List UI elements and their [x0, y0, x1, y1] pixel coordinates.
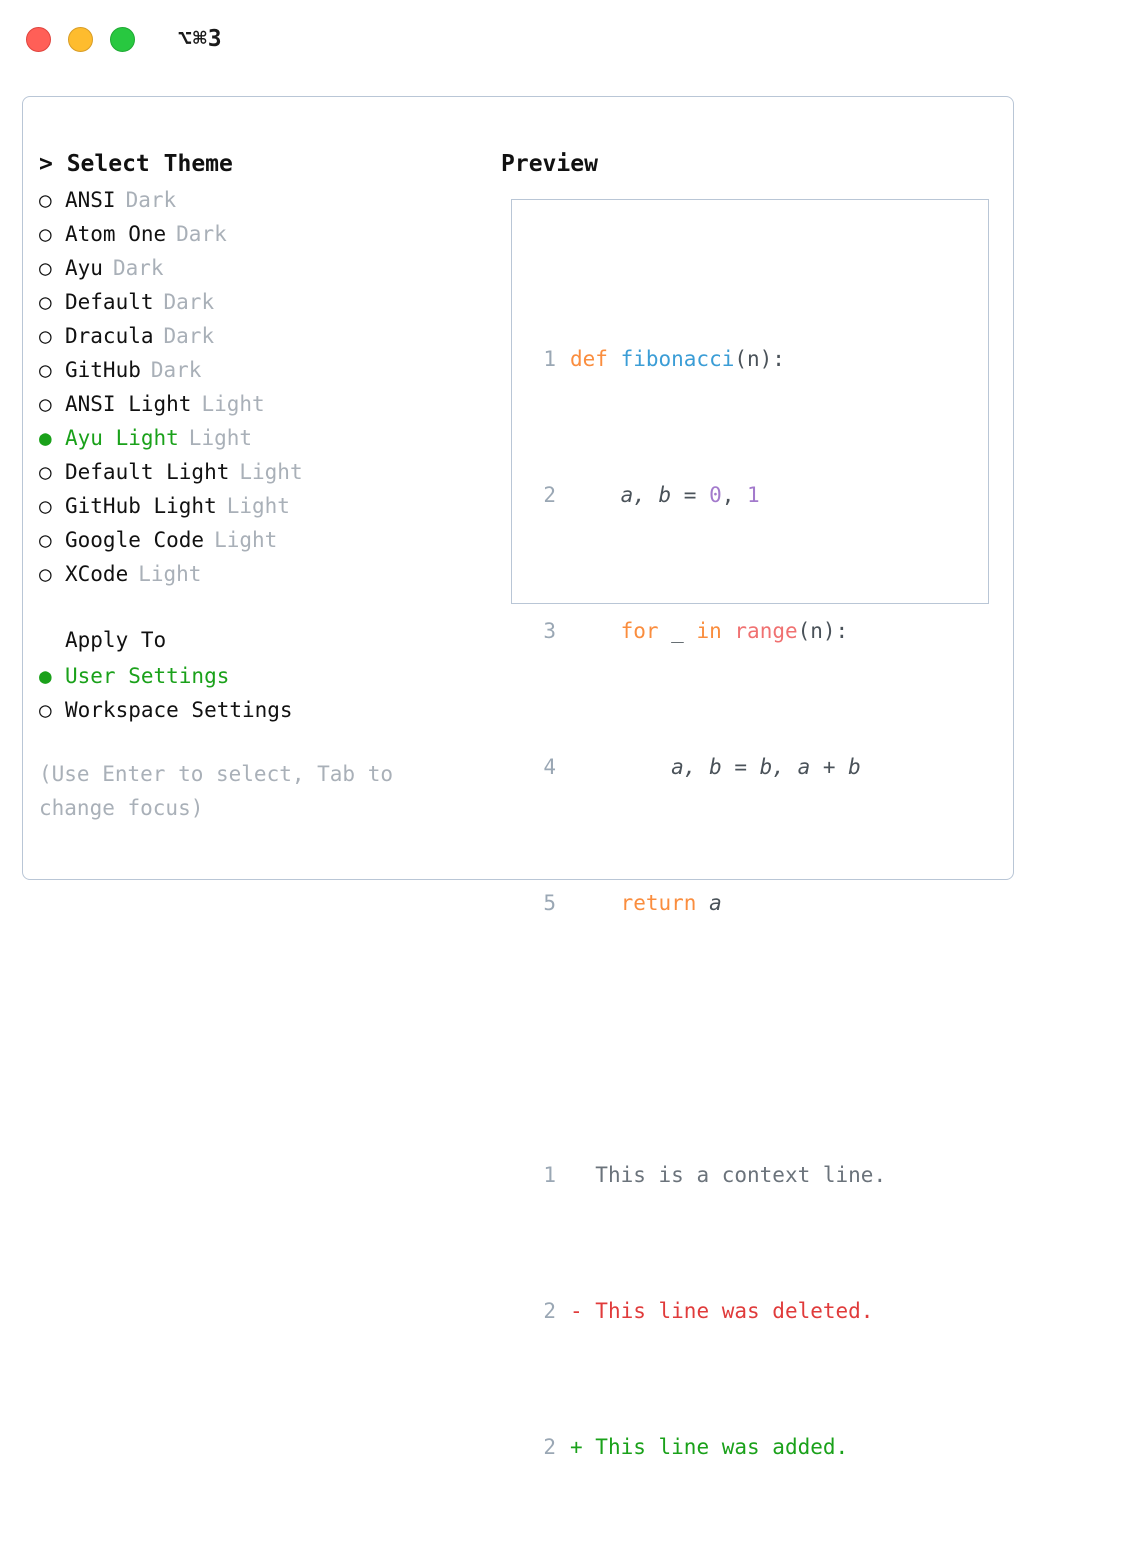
- theme-item-variant: Dark: [163, 290, 215, 314]
- theme-item-label: XCode: [65, 562, 129, 586]
- theme-item-github[interactable]: [39, 353, 479, 387]
- apply-to-item-user-settings[interactable]: [39, 659, 479, 693]
- theme-item-variant: Light: [214, 528, 278, 552]
- radio-icon: ○: [39, 222, 52, 246]
- spacer: [526, 1022, 886, 1056]
- radio-icon: ○: [39, 256, 52, 280]
- preview-code: [526, 240, 886, 1566]
- radio-icon: ○: [39, 528, 52, 552]
- code-token: return: [620, 891, 697, 915]
- code-token: ,: [721, 483, 748, 507]
- line-number: 1: [543, 1163, 556, 1187]
- code-line: [526, 478, 886, 512]
- line-number: 5: [543, 891, 556, 915]
- diff-text: This line was deleted.: [582, 1299, 874, 1323]
- main-panel: [22, 96, 1014, 1459]
- code-token: def: [570, 347, 621, 371]
- code-token: (n):: [797, 619, 849, 643]
- theme-item-variant: Light: [226, 494, 290, 518]
- theme-item-xcode[interactable]: [39, 557, 479, 591]
- code-line: [526, 342, 886, 376]
- preview-column: [501, 147, 1001, 1459]
- code-line: [526, 750, 886, 784]
- title-bar: [0, 0, 1140, 78]
- radio-icon: ○: [39, 392, 52, 416]
- code-token: 0: [709, 483, 722, 507]
- code-token: range: [734, 619, 798, 643]
- theme-item-default[interactable]: [39, 285, 479, 319]
- theme-item-label: ANSI Light: [65, 392, 192, 416]
- radio-icon: ○: [39, 324, 52, 348]
- theme-item-label: Google Code: [65, 528, 205, 552]
- theme-item-label: Default Light: [65, 460, 230, 484]
- line-number: 3: [543, 619, 556, 643]
- theme-item-variant: Dark: [176, 222, 227, 246]
- apply-to-item-workspace-settings[interactable]: [39, 693, 479, 727]
- code-token: a: [696, 891, 722, 915]
- code-token: a, b = b, a + b: [570, 755, 861, 779]
- radio-selected-icon: ●: [39, 426, 52, 450]
- select-theme-heading: > Select Theme: [39, 151, 233, 177]
- radio-icon: ○: [39, 460, 52, 484]
- theme-selector-column: [39, 147, 479, 825]
- theme-item-google-code[interactable]: [39, 523, 479, 557]
- theme-item-label: ANSI: [65, 188, 116, 212]
- theme-item-ansi-light[interactable]: [39, 387, 479, 421]
- radio-icon: ○: [39, 358, 52, 382]
- apply-to-item-label: Workspace Settings: [65, 698, 293, 722]
- apply-to-item-label: User Settings: [65, 664, 230, 688]
- theme-item-variant: Light: [188, 426, 253, 450]
- radio-icon: ○: [39, 290, 52, 314]
- theme-item-ayu[interactable]: [39, 251, 479, 285]
- minimize-window-button[interactable]: [68, 27, 93, 52]
- theme-item-label: GitHub: [65, 358, 141, 382]
- code-token: [722, 614, 735, 648]
- theme-item-label: GitHub Light: [65, 494, 217, 518]
- diff-text: This line was added.: [582, 1435, 849, 1459]
- code-line: [526, 886, 886, 920]
- code-token: in: [696, 619, 722, 643]
- spacer: [39, 591, 479, 623]
- code-token: [570, 614, 621, 648]
- radio-icon: ○: [39, 188, 52, 212]
- theme-item-github-light[interactable]: [39, 489, 479, 523]
- code-token: 1: [747, 483, 760, 507]
- theme-item-variant: Dark: [112, 256, 164, 280]
- window-title: ⌥⌘3: [178, 26, 223, 52]
- line-number: 2: [543, 483, 556, 507]
- diff-line: [526, 1294, 886, 1328]
- keyboard-hint-text: (Use Enter to select, Tab to change focus): [39, 762, 394, 820]
- line-number: 1: [543, 347, 556, 371]
- theme-item-variant: Dark: [163, 324, 215, 348]
- theme-item-label: Default: [65, 290, 154, 314]
- theme-item-label: Dracula: [65, 324, 154, 348]
- theme-item-label: Atom One: [65, 222, 167, 246]
- close-window-button[interactable]: [26, 27, 51, 52]
- diff-line: [526, 1158, 886, 1192]
- theme-item-label: Ayu Light: [65, 426, 179, 450]
- theme-item-default-light[interactable]: [39, 455, 479, 489]
- line-number: 2: [543, 1435, 556, 1459]
- maximize-window-button[interactable]: [110, 27, 135, 52]
- apply-to-list: [39, 659, 479, 727]
- apply-to-heading: Apply To: [65, 628, 167, 652]
- theme-item-ayu-light[interactable]: [39, 421, 479, 455]
- theme-item-variant: Light: [239, 460, 303, 484]
- code-token: [570, 886, 621, 920]
- theme-item-variant: Light: [201, 392, 265, 416]
- theme-item-dracula[interactable]: [39, 319, 479, 353]
- code-line: [526, 614, 886, 648]
- diff-sign: -: [570, 1299, 583, 1323]
- code-token: for: [620, 619, 659, 643]
- diff-text: This is a context line.: [582, 1163, 887, 1187]
- radio-icon: ○: [39, 698, 52, 722]
- code-token: fibonacci: [620, 347, 735, 371]
- line-number: 4: [543, 755, 556, 779]
- preview-box: [511, 199, 989, 1459]
- diff-line: [526, 1430, 886, 1464]
- theme-item-variant: Dark: [125, 188, 177, 212]
- preview-heading: Preview: [501, 151, 598, 177]
- theme-list: [39, 183, 479, 591]
- theme-item-atom-one[interactable]: [39, 217, 479, 251]
- code-token: (n):: [734, 347, 785, 371]
- radio-selected-icon: ●: [39, 664, 52, 688]
- code-token: _: [658, 619, 697, 643]
- theme-item-variant: Light: [138, 562, 202, 586]
- theme-item-ansi[interactable]: [39, 183, 479, 217]
- line-number: 2: [543, 1299, 556, 1323]
- theme-item-label: Ayu: [65, 256, 103, 280]
- radio-icon: ○: [39, 494, 52, 518]
- diff-sign: [570, 1158, 583, 1192]
- diff-sign: +: [570, 1435, 583, 1459]
- code-token: a, b =: [570, 483, 710, 507]
- radio-icon: ○: [39, 562, 52, 586]
- theme-item-variant: Dark: [150, 358, 202, 382]
